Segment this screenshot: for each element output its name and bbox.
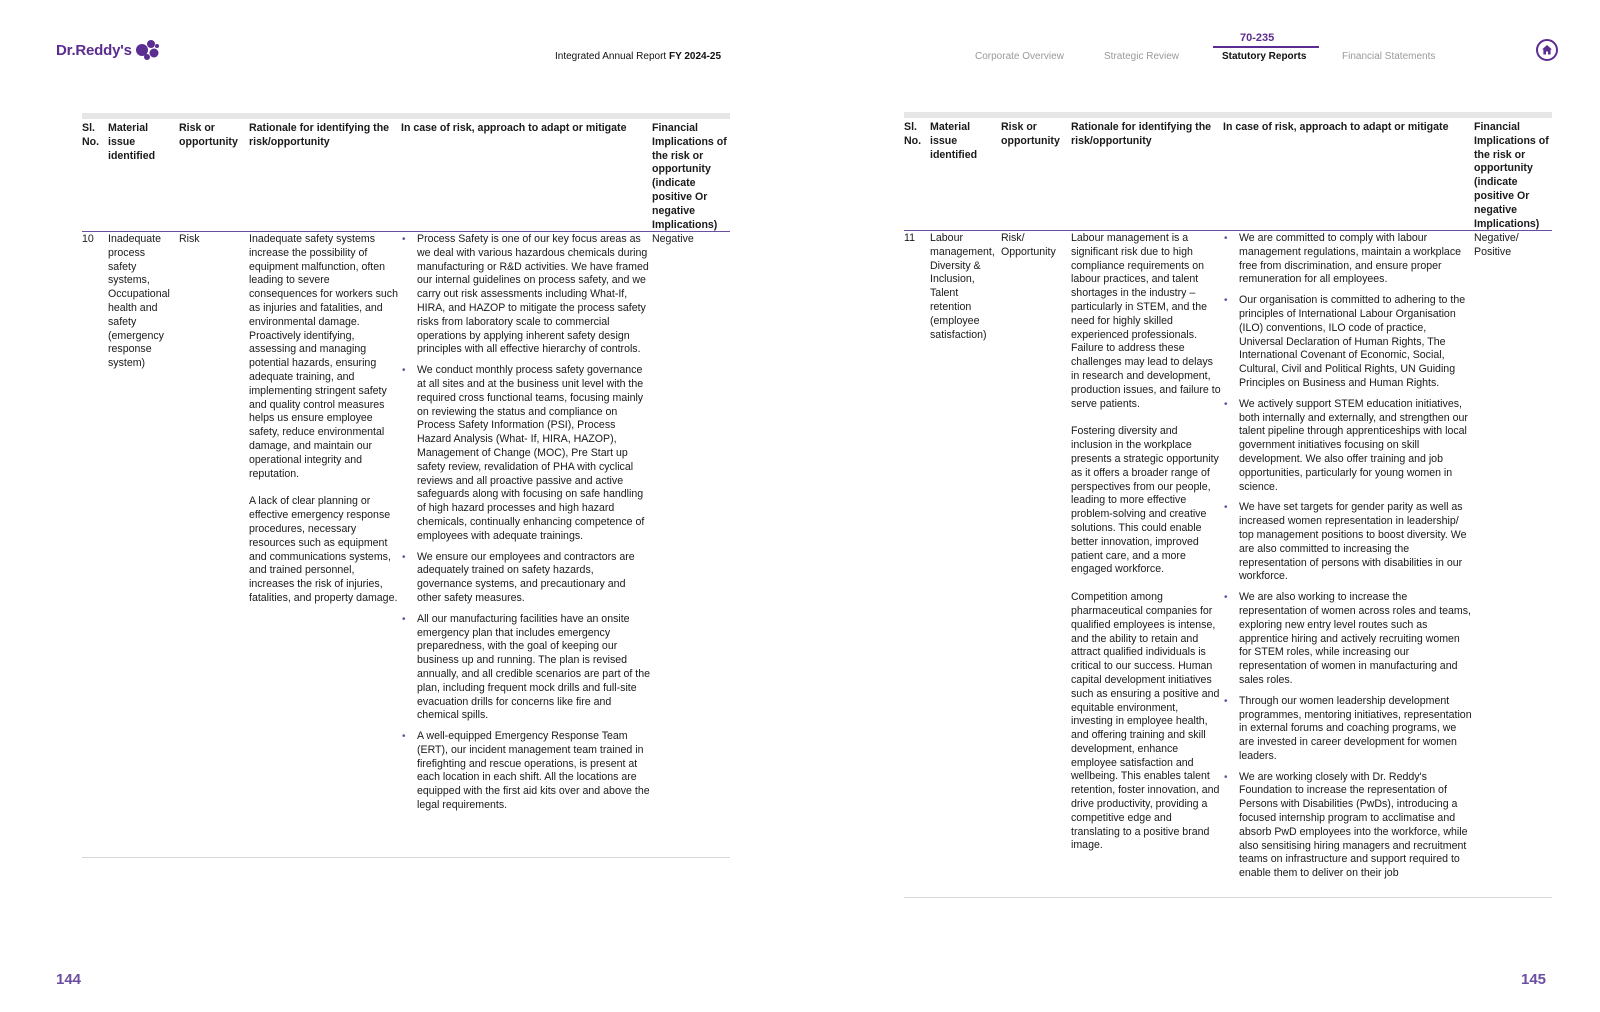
col-header-rationale: Rationale for identifying the risk/opportunity (1071, 121, 1212, 147)
home-icon (1541, 44, 1553, 56)
col-header-approach: In case of risk, approach to adapt or mitigate (401, 122, 627, 134)
approach-item: • We are also working to increase the representation of women across roles and teams, exploring new entry level routes such as apprentice hiring and actively recruiting women for STEM roles, while increasing our representation of women in manufacturing and sales roles. (1223, 591, 1472, 688)
left-table (82, 113, 730, 858)
header-divider (904, 230, 1552, 231)
row-material: Labour management, Diversity & Inclusion, Talent retention (employee satisfaction) (930, 232, 995, 341)
logo-text: Dr.Reddy's (56, 41, 132, 59)
rationale-paragraph: A lack of clear planning or effective emergency response procedures, necessary resources such as equipment and communications systems, and trained personnel, increases the risk of injuries, fatalities, and property damage. (249, 495, 398, 604)
col-header-risk: Risk or opportunity (179, 122, 238, 148)
approach-item: • We conduct monthly process safety governance at all sites and at the business unit level with the required cross functional teams, focusing mainly on reviewing the status and compliance on Process Safety Information (PSI), Process Hazard Analysis (What- If, HIRA, HAZOP), Management of Change (MOC), Pre Start up safety review, revalidation of PHA with cyclical reviews and all proactive passive and active safeguards along with focusing on safe handling of high hazard processes and high hazard chemicals, continually enhancing competence of employees with adequate trainings. (401, 364, 650, 543)
row-material: Inadequate process safety systems, Occupational health and safety (emergency response system) (108, 233, 170, 370)
row-rationale (1071, 232, 1221, 853)
row-approach (1223, 232, 1472, 888)
approach-item: • We are working closely with Dr. Reddy's Foundation to increase the representation of Persons with Disabilities (PwDs), introducing a focused internship program to acclimatise and absorb PwD employees into the workforce, while also sensitising hiring managers and recruitment teams on infrastructure and support required to enable them to deliver on their job (1223, 771, 1472, 881)
rationale-paragraph: Fostering diversity and inclusion in the workplace presents a strategic opportunity as it offers a broader range of perspectives from our people, leading to more effective problem-solving and creative solutions. This could enable better innovation, improved patient care, and a more engaged workforce. (1071, 425, 1219, 576)
rationale-paragraph: Labour management is a significant risk due to high compliance requirements on labour practices, and talent shortages in the industry – particularly in STEM, and the need for highly skilled experienced professionals. Failure to address these challenges may lead to delays in research and development, production issues, and failure to serve patients. (1071, 232, 1221, 410)
approach-item: • We actively support STEM education initiatives, both internally and externally, and strengthen our talent pipeline through apprenticeships with local government initiatives focusing on skill development. We also offer training and job opportunities, particularly for young women in science. (1223, 398, 1472, 495)
col-header-rationale: Rationale for identifying the risk/opportunity (249, 122, 390, 148)
col-header-material: Material issue identified (930, 121, 978, 161)
approach-item: • A well-equipped Emergency Response Team (ERT), our incident management team trained in firefighting and rescue operations, is present at each location in each shift. All the locations are equipped with the first aid kits over and above the legal requirements. (401, 730, 650, 813)
row-risk: Risk/ Opportunity (1001, 232, 1056, 258)
rationale-paragraph: Inadequate safety systems increase the possibility of equipment malfunction, often leading to severe consequences for workers such as injuries and fatalities, and environmental damage. Proactively identifying, assessing and managing potential hazards, ensuring adequate training, and implementing stringent safety and quality control measures helps us ensure employee safety, reduce environmental damage, and maintain our operational integrity and reputation. (249, 233, 398, 480)
page-number-left: 144 (56, 971, 82, 988)
table-top-bar (82, 113, 730, 119)
company-logo[interactable] (56, 38, 160, 62)
approach-item: • We have set targets for gender parity as well as increased women representation in leadership/ top management positions to boost diversity. We are also committed to increasing the representation of persons with disabilities in our workforce. (1223, 501, 1472, 584)
row-risk: Risk (179, 233, 200, 245)
approach-item: • We are committed to comply with labour management regulations, maintain a workplace free from discrimination, and ensure proper remuneration for all employees. (1223, 232, 1472, 287)
approach-list (1223, 232, 1472, 881)
table-top-bar (904, 112, 1552, 118)
col-header-risk: Risk or opportunity (1001, 121, 1060, 147)
row-financial: Negative/ Positive (1474, 232, 1519, 258)
rationale-paragraph: Competition among pharmaceutical companies for qualified employees is intense, and the ability to retain and attract qualified individuals is critical to our success. Human capital development initiatives such as ensuring a positive and equitable environment, investing in employee health, and offering training and skill development, enhance employee satisfaction and wellbeing. This enables talent retention, foster innovation, and drive productivity, providing a competitive edge and translating to a positive brand image. (1071, 591, 1220, 852)
col-header-material: Material issue identified (108, 122, 156, 162)
row-sl: 10 (82, 233, 94, 245)
report-title-year: FY 2024-25 (668, 51, 722, 62)
table-bottom-line (82, 857, 730, 858)
home-button[interactable] (1536, 39, 1558, 61)
report-title-prefix: Integrated Annual Report (555, 51, 669, 62)
row-financial: Negative (652, 233, 694, 245)
nav-active-indicator (1213, 46, 1319, 48)
nav-financial-statements[interactable]: Financial Statements (1342, 51, 1436, 62)
approach-item: • Our organisation is committed to adhering to the principles of International Labour Organisation (ILO) conventions, ILO code of practice, Universal Declaration of Human Rights, The International Covenant of Economic, Social, Cultural, Civil and Political Rights, UN Guiding Principles on Business and Human Rights. (1223, 294, 1472, 391)
approach-item: • All our manufacturing facilities have an onsite emergency plan that includes emergency preparedness, with the goal of keeping our business up and running. The plan is revised annually, and all credible scenarios are part of the plan, including frequent mock drills and full-site evacuation drills for concerns like fire and chemical spills. (401, 613, 650, 723)
approach-item: • Process Safety is one of our key focus areas as we deal with various hazardous chemicals during manufacturing or R&D activities. We have framed our internal guidelines on process safety, and we carry out risk assessments including What-If, HIRA, and HAZOP to mitigate the process safety risks from laboratory scale to commercial operations by applying inherent safety design principles with all effective hierarchy of controls. (401, 233, 650, 357)
col-header-sl: Sl. No. (82, 122, 100, 148)
approach-item: • Through our women leadership development programmes, mentoring initiatives, representation in external forums and coaching programs, we are invested in career development for women leaders. (1223, 695, 1472, 764)
approach-item: • We ensure our employees and contractors are adequately trained on safety hazards, governance systems, and precautionary and other safety measures. (401, 551, 650, 606)
approach-list (401, 233, 650, 813)
col-header-approach: In case of risk, approach to adapt or mitigate (1223, 121, 1449, 133)
report-title (555, 51, 721, 62)
col-header-sl: Sl. No. (904, 121, 922, 147)
nav-corporate-overview[interactable]: Corporate Overview (975, 51, 1064, 62)
right-table (904, 112, 1552, 898)
nav-statutory-reports[interactable]: Statutory Reports (1222, 51, 1307, 62)
table-bottom-line (904, 897, 1552, 898)
logo-mark-icon (134, 38, 160, 62)
col-header-financial: Financial Implications of the risk or opportunity (indicate positive Or negative Implications) (652, 122, 727, 231)
row-sl: 11 (904, 232, 915, 244)
nav-strategic-review[interactable]: Strategic Review (1104, 51, 1180, 62)
nav-statutory-range: 70-235 (1240, 32, 1275, 44)
col-header-financial: Financial Implications of the risk or opportunity (indicate positive Or negative Implications) (1474, 121, 1549, 230)
page-number-right: 145 (1521, 971, 1547, 988)
row-approach (401, 233, 650, 820)
header-divider (82, 231, 730, 232)
row-rationale (249, 233, 399, 606)
